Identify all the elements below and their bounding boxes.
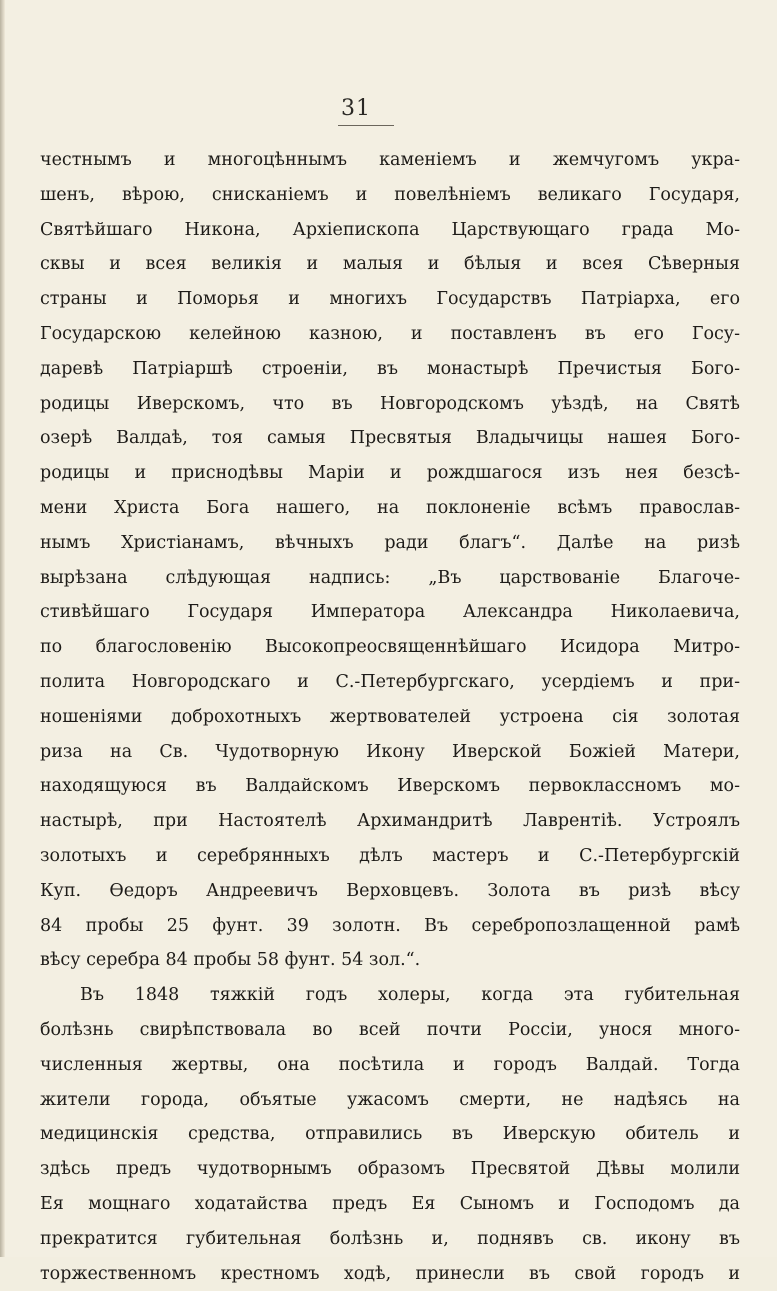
- text-line: стивѣйшаго Государя Императора Александра Николаевича,: [40, 595, 740, 630]
- text-line: нымъ Христіанамъ, вѣчныхъ ради благъ“. Далѣе на ризѣ: [40, 526, 740, 561]
- text-line: сквы и всея великія и малыя и бѣлыя и всея Сѣверныя: [40, 247, 740, 282]
- text-line: медицинскія средства, отправились въ Иверскую обитель и: [40, 1117, 740, 1152]
- text-line: настырѣ, при Настоятелѣ Архимандритѣ Лаврентіѣ. Устроялъ: [40, 804, 740, 839]
- text-line: риза на Св. Чудотворную Икону Иверской Божіей Матери,: [40, 735, 740, 770]
- text-line: торжественномъ крестномъ ходѣ, принесли въ свой городъ и: [40, 1257, 740, 1291]
- text-line: болѣзнь свирѣпствовала во всей почти Россіи, унося много-: [40, 1013, 740, 1048]
- text-line: родицы Иверскомъ, что въ Новгородскомъ уѣздѣ, на Святѣ: [40, 387, 740, 422]
- text-line: озерѣ Валдаѣ, тоя самыя Пресвятыя Владычицы нашея Бого-: [40, 421, 740, 456]
- text-line: 84 пробы 25 фунт. 39 золотн. Въ серебропозлащенной рамѣ: [40, 909, 740, 944]
- text-line: прекратится губительная болѣзнь и, поднявъ св. икону въ: [40, 1222, 740, 1257]
- paragraph-start-line: Въ 1848 тяжкій годъ холеры, когда эта губительная: [40, 978, 740, 1013]
- text-line: страны и Поморья и многихъ Государствъ Патріарха, его: [40, 282, 740, 317]
- text-line: жители города, объятые ужасомъ смерти, не надѣясь на: [40, 1083, 740, 1118]
- text-line: золотыхъ и серебрянныхъ дѣлъ мастеръ и С.-Петербургскій: [40, 839, 740, 874]
- text-line: здѣсь предъ чудотворнымъ образомъ Пресвятой Дѣвы молили: [40, 1152, 740, 1187]
- text-line: ношеніями доброхотныхъ жертвователей устроена сія золотая: [40, 700, 740, 735]
- text-line: даревѣ Патріаршѣ строеніи, въ монастырѣ Пречистыя Бого-: [40, 352, 740, 387]
- text-line: находящуюся въ Валдайскомъ Иверскомъ первоклассномъ мо-: [40, 769, 740, 804]
- text-line: Государскою келейною казною, и поставленъ въ его Госу-: [40, 317, 740, 352]
- text-line: полита Новгородскаго и С.-Петербургскаго, усердіемъ и при-: [40, 665, 740, 700]
- body-text: [40, 143, 740, 1291]
- text-line: Куп. Ѳедоръ Андреевичъ Верховцевъ. Золота въ ризѣ вѣсу: [40, 874, 740, 909]
- text-line: шенъ, вѣрою, снисканіемъ и повелѣніемъ великаго Государя,: [40, 178, 740, 213]
- text-line: вырѣзана слѣдующая надпись: „Въ царствованіе Благоче-: [40, 561, 740, 596]
- page-number-rule: [338, 125, 394, 126]
- text-line: честнымъ и многоцѣннымъ каменіемъ и жемчугомъ укра-: [40, 143, 740, 178]
- text-line: вѣсу серебра 84 пробы 58 фунт. 54 зол.“.: [40, 943, 740, 978]
- page-edge-shadow: [0, 0, 5, 1257]
- text-line: Святѣйшаго Никона, Архіепископа Царствующаго града Мо-: [40, 213, 740, 248]
- text-line: численныя жертвы, она посѣтила и городъ Валдай. Тогда: [40, 1048, 740, 1083]
- text-line: родицы и приснодѣвы Маріи и рождшагося изъ нея безсѣ-: [40, 456, 740, 491]
- text-line: мени Христа Бога нашего, на поклоненіе всѣмъ православ-: [40, 491, 740, 526]
- page-number: 31: [326, 96, 386, 121]
- text-line: Ея мощнаго ходатайства предъ Ея Сыномъ и Господомъ да: [40, 1187, 740, 1222]
- text-line: по благословенію Высокопреосвященнѣйшаго Исидора Митро-: [40, 630, 740, 665]
